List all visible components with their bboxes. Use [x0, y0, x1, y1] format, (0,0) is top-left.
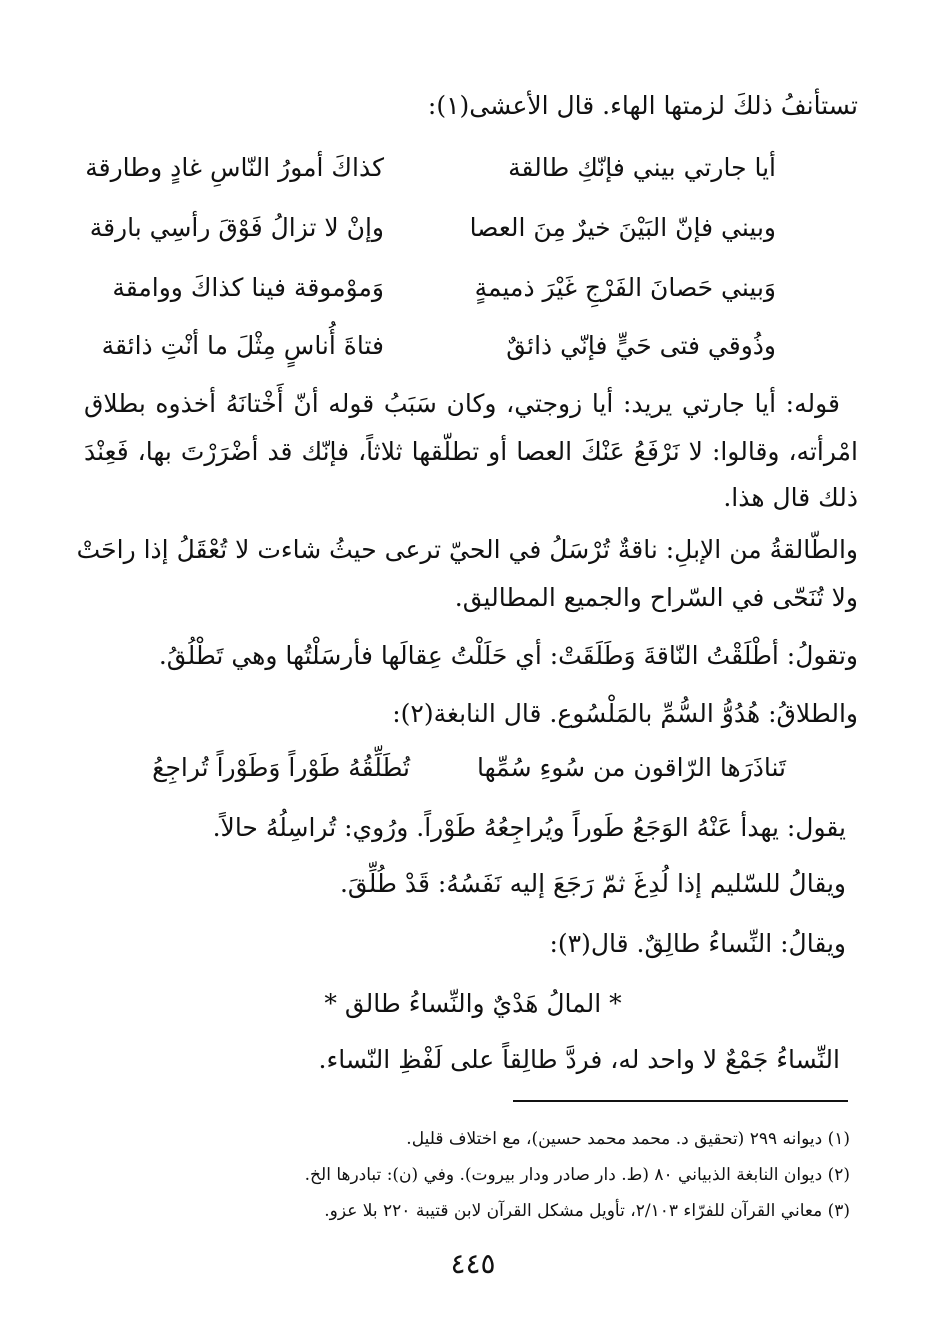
para-6: ويقالُ للسّليم إذا لُدِغَ ثمّ رَجَعَ إليه نَفَسُهُ: قَدْ طُلِّقَ.	[339, 869, 846, 898]
para-1-line-1: قوله: أيا جارتي يريد: أيا زوجتي، وكان سَبَبُ قوله أنّ أَخْتانَهُ أخذوه بطلاق	[84, 389, 840, 418]
verse-3-second-hemistich: وَموْموقة فينا كذاكَ ووامقة	[112, 273, 384, 302]
para-8: النِّساءُ جَمْعٌ لا واحد له، فردَّ طالِقاً على لَفْظِ النّساء.	[318, 1045, 840, 1074]
para-1-line-3: ذلك قال هذا.	[723, 483, 858, 512]
footnote-1: (١) ديوانه ٢٩٩ (تحقيق د. محمد محمد حسين)، مع اختلاف قليل.	[406, 1129, 850, 1149]
para-5: يقول: يهدأ عَنْهُ الوَجَعُ طَوراً ويُراجِعُهُ طَوْراً. ورُوي: تُراسِلُهُ حالاً.	[212, 813, 846, 842]
footnote-3: (٣) معاني القرآن للفرّاء ٢/١٠٣، تأويل مشكل القرآن لابن قتيبة ٢٢٠ بلا عزو.	[324, 1201, 850, 1221]
hemistich-quote: * المالُ هَدْيٌ والنِّساءُ طالق *	[324, 989, 622, 1018]
intro-line: تستأنفُ ذلكَ لزمتها الهاء. قال الأعشى(١):	[427, 91, 858, 120]
page-number: ٤٤٥	[450, 1247, 496, 1280]
verse-3-first-hemistich: وَبيني حَصانَ الفَرْجِ غَيْرَ ذميمةٍ	[474, 273, 776, 302]
para-2-line-2: ولا تُنَحّى في السّراح والجميع المطاليق.	[454, 583, 858, 612]
verse-1-first-hemistich: أيا جارتي بيني فإنّكِ طالقة	[508, 153, 776, 182]
verse-4-first-hemistich: وذُوقي فتى حَيٍّ فإنّي ذائقٌ	[506, 331, 776, 360]
para-2-line-1: والطّالقةُ من الإبلِ: ناقةٌ تُرْسَلُ في الحيّ ترعى حيثُ شاءت لا تُعْقَلُ إذا راحَتْ	[76, 535, 858, 564]
nabigha-verse-first-hemistich: تَناذَرَها الرّاقون من سُوءِ سُمِّها	[476, 753, 786, 782]
para-4: والطلاقُ: هُدُوُّ السُّمِّ بالمَلْسُوع. قال النابغة(٢):	[392, 699, 858, 728]
verse-2-second-hemistich: وإنْ لا تزالُ فَوْقَ رأسِي بارقة	[89, 213, 384, 242]
para-7: ويقالُ: النِّساءُ طالِقٌ. قال(٣):	[549, 929, 846, 958]
para-3: وتقولُ: أطْلَقْتُ النّاقةَ وَطَلَقَتْ: أي حَلَلْتُ عِقالَها فأرسَلْتُها وهي تَطْلُقُ.	[158, 641, 858, 670]
verse-4-second-hemistich: فتاةَ أُناسٍ مِثْلَ ما أنْتِ ذائقة	[101, 331, 384, 360]
footnote-separator	[513, 1100, 848, 1102]
verse-2-first-hemistich: وبيني فإنّ البَيْنَ خيرٌ مِنَ العصا	[469, 213, 776, 242]
para-1-line-2: امْرأته، وقالوا: لا نَرْفَعُ عَنْكَ العصا أو تطلّقها ثلاثاً، فإنّك قد أضْرَرْتَ بها، فَعِنْدَ	[84, 437, 858, 466]
footnote-2: (٢) ديوان النابغة الذبياني ٨٠ (ط. دار صادر ودار بيروت). وفي (ن): تبادرها الخ.	[304, 1165, 850, 1185]
verse-1-second-hemistich: كذاكَ أمورُ النّاسِ غادٍ وطارقة	[85, 153, 384, 182]
nabigha-verse-second-hemistich: تُطَلِّقُهُ طَوْراً وَطَوْراً تُراجِعُ	[152, 753, 410, 782]
